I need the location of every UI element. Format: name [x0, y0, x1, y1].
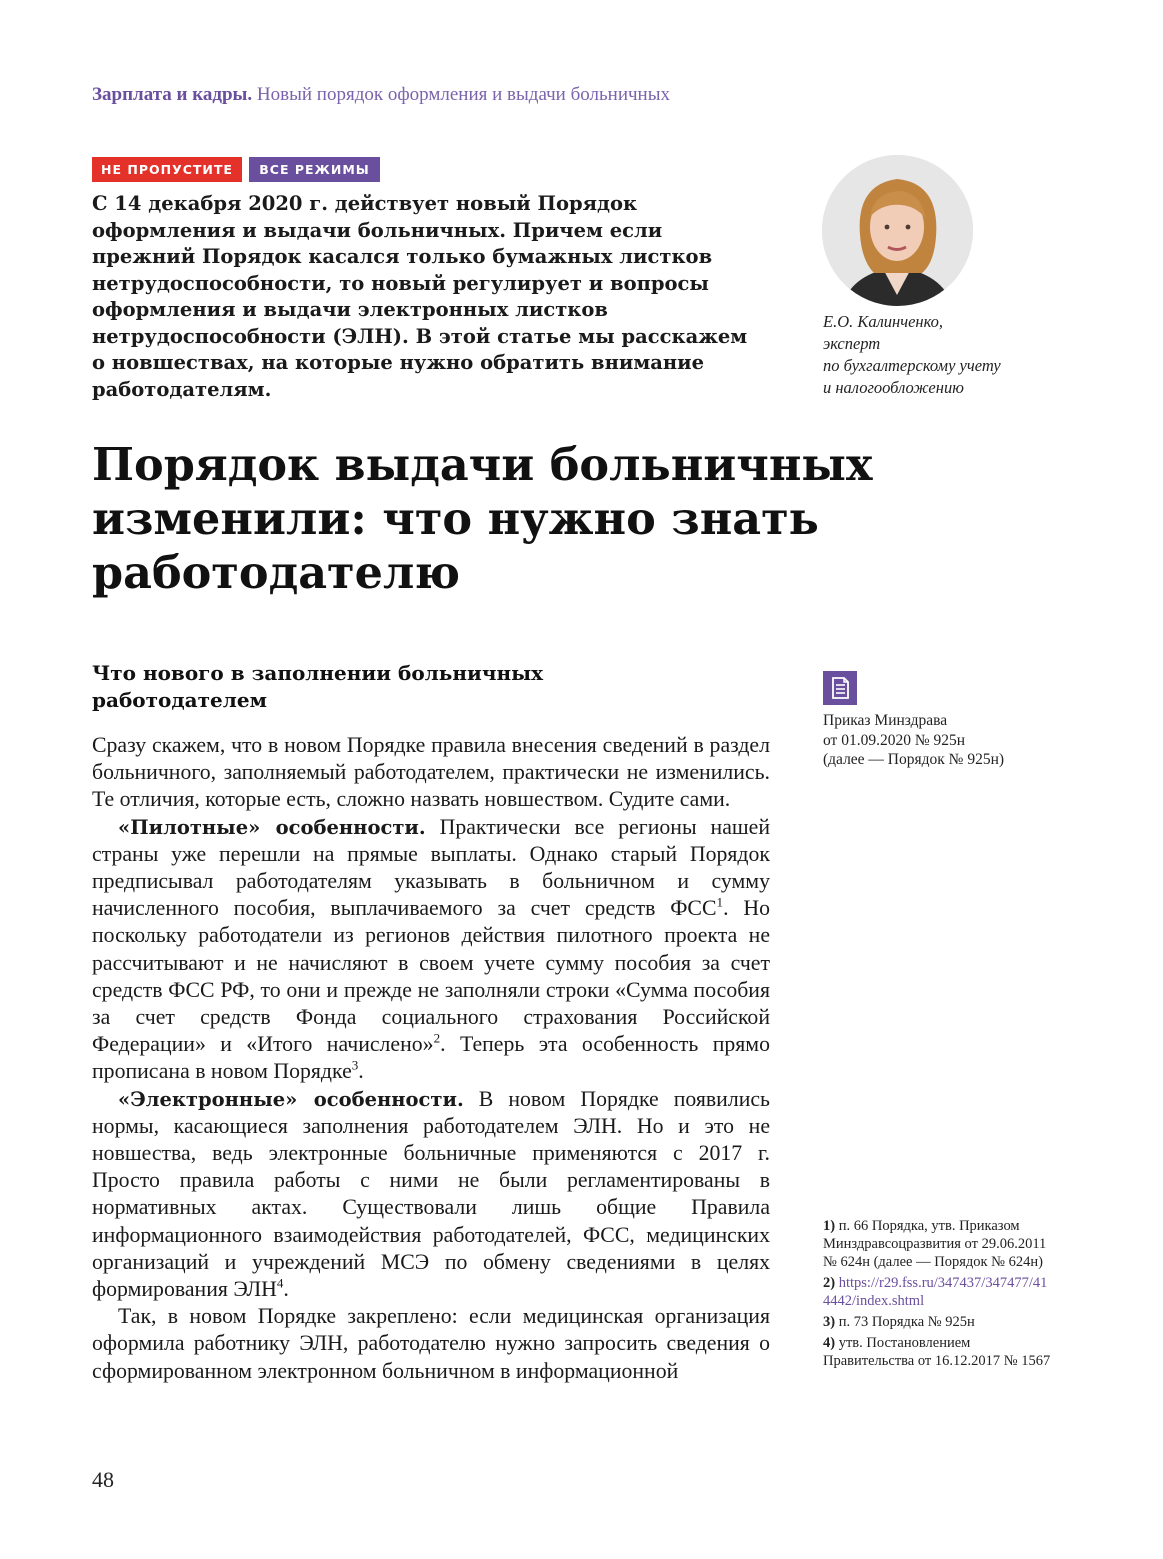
page-number: 48 — [92, 1467, 114, 1492]
footnote-ref[interactable]: 2 — [433, 1030, 441, 1046]
lead-line: работодателям. — [92, 377, 272, 401]
section-name: Зарплата и кадры. — [92, 84, 253, 105]
author-role: и налогообложению — [823, 378, 964, 397]
footnote-text: утв. Постановлением Правительства от 16.12.2017 № 1567 — [823, 1335, 1051, 1369]
paragraph-lead-in: «Электронные» особенности. — [118, 1087, 464, 1111]
footnote — [823, 1313, 1053, 1331]
footnote — [823, 1334, 1053, 1370]
lead-line: оформления и выдачи больничных. Причем если — [92, 218, 663, 242]
body-paragraph: Сразу скажем, что в новом Порядке правила внесения сведений в раздел больничного, заполняемый работодателем, практически не изменились. Те отличия, которые есть, сложно назвать новшеством. Судите сами. — [92, 733, 770, 812]
article-body — [92, 732, 770, 1385]
footnote-number: 2) — [823, 1275, 836, 1291]
lead-line: нетрудоспособности (ЭЛН). В этой статье мы расскажем — [92, 324, 748, 348]
lead-line: оформления и выдачи электронных листков — [92, 298, 608, 321]
tag-dont-miss: НЕ ПРОПУСТИТЕ — [92, 157, 242, 182]
author-role: эксперт — [823, 334, 881, 353]
body-paragraph: «Электронные» особенности. В новом Порядке появились нормы, касающиеся заполнения работодателем ЭЛН. Но и это не новшества, ведь электронные больничные применяются с 2017 г. Просто правила работы с ними не были регламентированы в нормативных актах. Существовали лишь общие Правила информационного взаимодействия работодателей, ФСС, медицинских организаций и учреждений МСЭ по обмену сведениями в целях формирования ЭЛН$^4$. — [92, 1086, 770, 1302]
footnote-number: 4) — [823, 1335, 836, 1351]
footnote-ref[interactable]: 4 — [276, 1275, 284, 1291]
body-paragraph: Так, в новом Порядке закреплено: если медицинская организация оформила работнику ЭЛН, работодателю нужно запросить сведения о сформированном электронном больничном в информационной — [92, 1304, 770, 1383]
paragraph-lead-in: «Пилотные» особенности. — [118, 815, 426, 839]
title-line: работодателю — [92, 547, 460, 599]
document-icon — [823, 671, 857, 705]
author-photo — [822, 155, 973, 306]
side-note-line: Приказ Минздрава — [823, 712, 948, 729]
side-note-line: от 01.09.2020 № 925н — [823, 731, 966, 749]
footnotes — [823, 1217, 1053, 1373]
running-title: Новый порядок оформления и выдачи больничных — [256, 84, 670, 105]
footnote-number: 3) — [823, 1314, 836, 1330]
running-header — [92, 84, 670, 106]
footnote-link[interactable]: https://r29.fss.ru/347437/347477/414442/index.shtml — [823, 1275, 1048, 1309]
author-role: по бухгалтерскому учету — [823, 356, 1001, 375]
author-portrait-icon — [822, 155, 973, 306]
footnote-ref[interactable]: 1 — [716, 894, 724, 910]
subhead-line: работодателем — [92, 688, 267, 712]
side-note-line: (далее — Порядок № 925н) — [823, 751, 1005, 768]
author-name: Е.О. Калинченко, — [823, 312, 944, 331]
tag-all-regimes: ВСЕ РЕЖИМЫ — [249, 157, 380, 182]
lead-line: нетрудоспособности, то новый регулирует и вопросы — [92, 271, 709, 295]
side-note — [823, 711, 1053, 770]
lead-line: о новшествах, на которые нужно обратить внимание — [92, 351, 705, 374]
subhead-line: Что нового в заполнении больничных — [92, 661, 544, 685]
footnote-text: п. 66 Порядка, утв. Приказом Минздравсоцразвития от 29.06.2011 № 624н (далее — Порядок № 624н) — [823, 1218, 1047, 1270]
footnote-ref[interactable]: 3 — [351, 1058, 359, 1074]
footnote — [823, 1217, 1053, 1271]
lead-paragraph — [92, 191, 757, 403]
lead-line: С 14 декабря 2020 г. действует новый Порядок — [92, 192, 638, 215]
article-title — [92, 438, 992, 600]
title-line: изменили: что нужно знать — [92, 493, 819, 545]
author-caption — [823, 311, 1043, 399]
section-subheading — [92, 660, 652, 714]
lead-line: прежний Порядок касался только бумажных листков — [92, 245, 713, 268]
footnote — [823, 1274, 1053, 1310]
footnote-number: 1) — [823, 1218, 836, 1234]
body-paragraph: «Пилотные» особенности. Практически все регионы нашей страны уже перешли на прямые выплаты. Однако старый Порядок предписывал работодателям указывать в больничном и сумму начисленного пособия, выплачиваемого за счет средств ФСС$^1$. Но поскольку работодатели из регионов действия пилотного проекта не рассчитывают и не начисляют в своем учете сумму пособия за счет средств ФСС РФ, то они и прежде не заполняли строки «Сумма пособия за счет средств Фонда социального страхования Российской Федерации» и «Итого начислено»$^2$. Теперь эта особенность прямо прописана в новом Порядке$^3$. — [92, 814, 771, 1084]
title-line: Порядок выдачи больничных — [92, 439, 873, 491]
footnote-text: п. 73 Порядка № 925н — [835, 1314, 975, 1330]
